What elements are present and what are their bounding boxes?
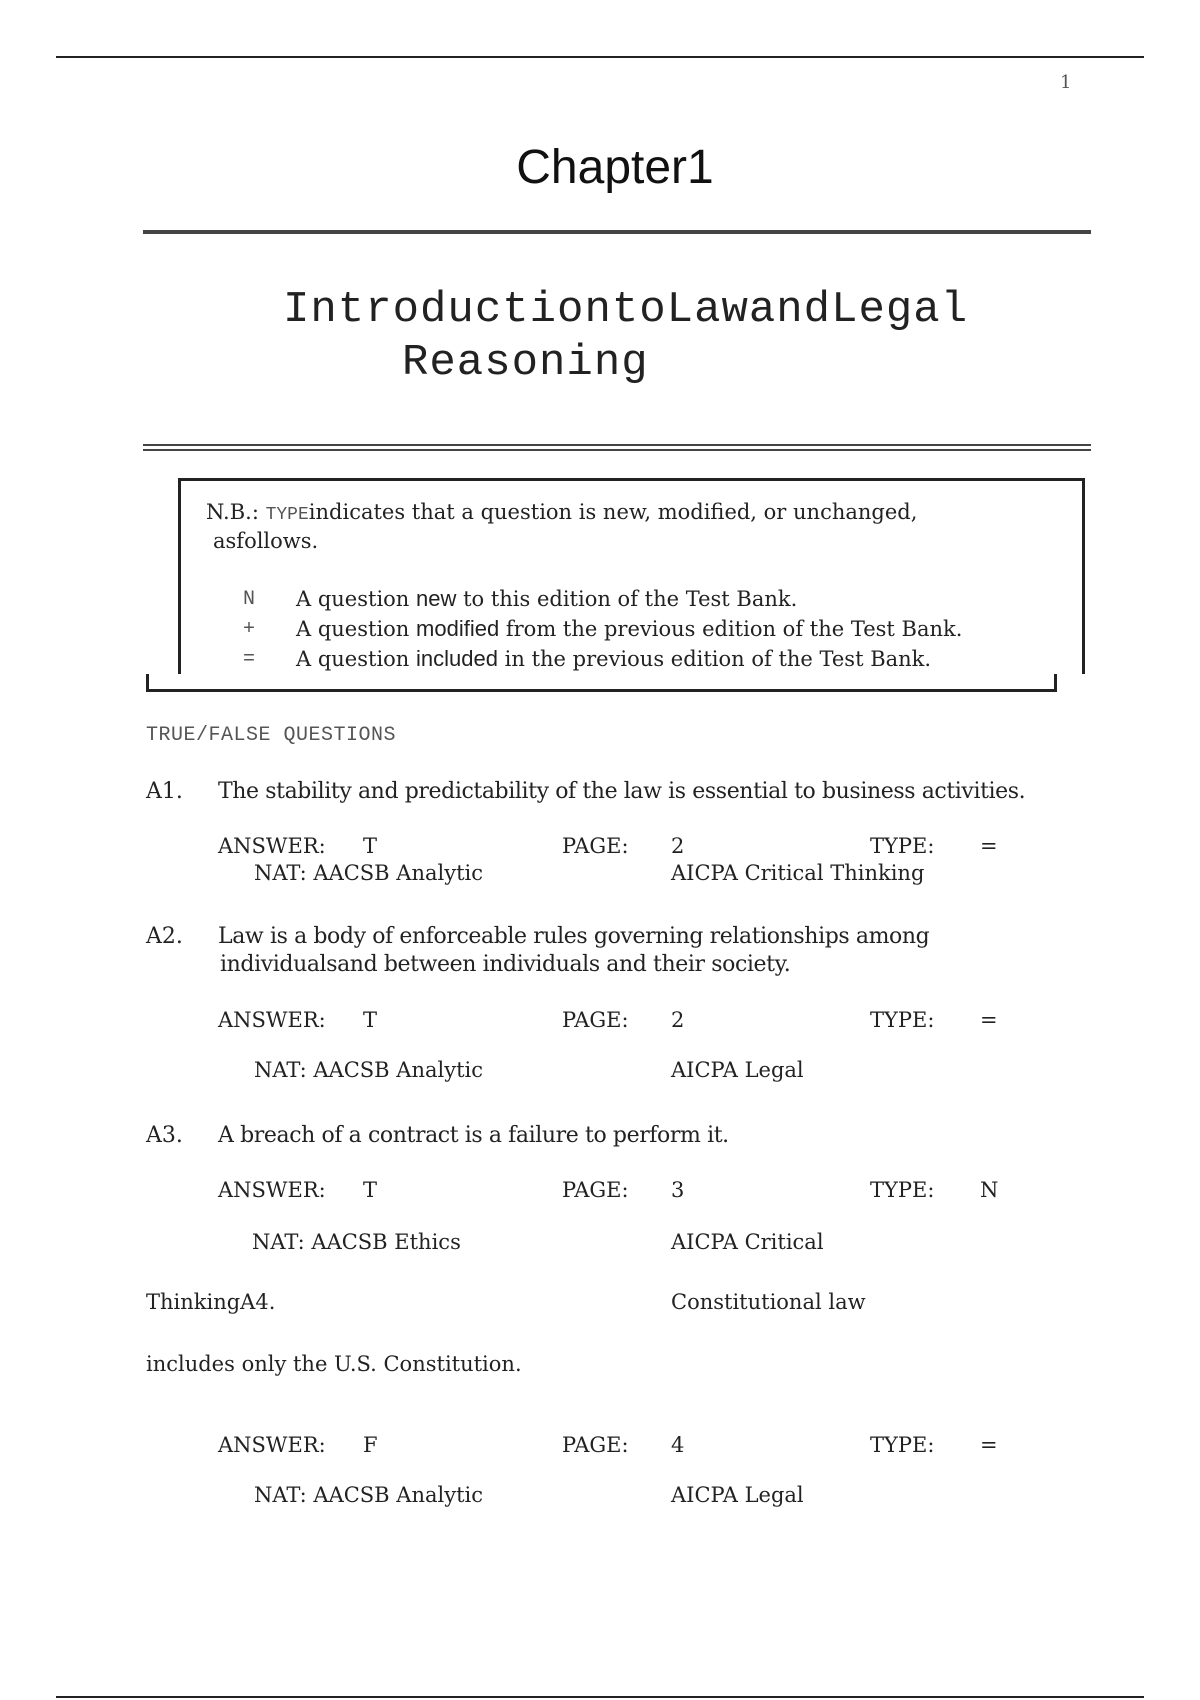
question-text: A breach of a contract is a failure to perform it. — [218, 1123, 729, 1148]
top-page-rule — [56, 56, 1144, 58]
page-number: 1 — [1060, 72, 1072, 93]
answer-value: T — [363, 1178, 378, 1202]
type-label: TYPE: — [870, 1433, 935, 1457]
legend-suffix: to this edition of the Test Bank. — [463, 587, 798, 611]
notice-box-right-border — [1082, 478, 1085, 674]
legend-keyword: included — [416, 646, 498, 671]
type-value: = — [980, 1008, 998, 1032]
answer-value: T — [363, 1008, 378, 1032]
legend-suffix: from the previous edition of the Test Bank. — [505, 617, 963, 641]
legend-symbol-modified: + — [243, 618, 256, 641]
aicpa-tag: AICPA Legal — [671, 1483, 804, 1507]
section-heading: TRUE/FALSE QUESTIONS — [146, 724, 397, 747]
aicpa-tag: AICPA Critical — [671, 1230, 824, 1254]
title-double-rule-bottom — [143, 449, 1091, 451]
nat-tag: NAT: AACSB Analytic — [254, 1483, 484, 1507]
wrapped-text-line2: includes only the U.S. Constitution. — [146, 1352, 522, 1376]
type-value: = — [980, 834, 998, 858]
aicpa-tag: AICPA Critical Thinking — [671, 861, 925, 885]
legend-item-new — [296, 586, 797, 612]
chapter-title-rule — [143, 230, 1091, 234]
bottom-page-rule — [56, 1696, 1144, 1698]
answer-value: T — [363, 834, 378, 858]
answer-label: ANSWER: — [218, 1433, 326, 1457]
notice-text-line1: indicates that a question is new, modified, or unchanged, — [308, 500, 918, 524]
question-text-line2: individualsand between individuals and their society. — [220, 952, 791, 977]
question-text-line1: Law is a body of enforceable rules governing relationships among — [218, 924, 930, 949]
notice-bracket-left — [146, 674, 149, 692]
notice-label: N.B.: — [206, 500, 259, 524]
notice-type-code: TYPE — [265, 505, 309, 525]
document-title-line2: Reasoning — [402, 338, 649, 388]
notice-line1 — [206, 500, 917, 525]
notice-box-top-border — [178, 478, 1085, 481]
answer-label: ANSWER: — [218, 834, 326, 858]
notice-box-left-border — [178, 478, 181, 674]
page-value: 3 — [671, 1178, 685, 1202]
legend-prefix: A question — [296, 587, 410, 611]
answer-value: F — [363, 1433, 378, 1457]
page-label: PAGE: — [562, 1178, 629, 1202]
answer-label: ANSWER: — [218, 1178, 326, 1202]
question-number: A1. — [146, 779, 183, 804]
notice-bracket-bottom — [146, 689, 1057, 692]
type-value: = — [980, 1433, 998, 1457]
nat-tag: NAT: AACSB Analytic — [254, 861, 484, 885]
question-number: A2. — [146, 924, 183, 949]
question-number: A3. — [146, 1123, 183, 1148]
wrapped-text-right: Constitutional law — [671, 1290, 866, 1314]
chapter-title: Chapter1 — [516, 141, 714, 194]
legend-prefix: A question — [296, 647, 410, 671]
notice-bracket-right — [1054, 674, 1057, 692]
legend-keyword: new — [416, 586, 457, 611]
page-value: 4 — [671, 1433, 685, 1457]
wrapped-text-left: ThinkingA4. — [146, 1290, 276, 1314]
legend-item-modified — [296, 616, 962, 642]
nat-tag: NAT: AACSB Ethics — [252, 1230, 461, 1254]
type-value: N — [980, 1178, 999, 1202]
notice-text-line2: asfollows. — [213, 529, 319, 553]
legend-item-included — [296, 646, 931, 672]
legend-suffix: in the previous edition of the Test Bank. — [504, 647, 932, 671]
legend-keyword: modified — [416, 616, 500, 641]
document-title-line1: IntroductiontoLawandLegal — [283, 285, 969, 335]
page-label: PAGE: — [562, 834, 629, 858]
answer-label: ANSWER: — [218, 1008, 326, 1032]
title-double-rule-top — [143, 444, 1091, 446]
page-label: PAGE: — [562, 1433, 629, 1457]
nat-tag: NAT: AACSB Analytic — [254, 1058, 484, 1082]
type-label: TYPE: — [870, 1178, 935, 1202]
page-value: 2 — [671, 834, 685, 858]
type-label: TYPE: — [870, 1008, 935, 1032]
type-label: TYPE: — [870, 834, 935, 858]
legend-symbol-included: = — [243, 648, 256, 671]
page-value: 2 — [671, 1008, 685, 1032]
legend-symbol-new: N — [243, 588, 256, 611]
page-label: PAGE: — [562, 1008, 629, 1032]
question-text: The stability and predictability of the law is essential to business activities. — [218, 779, 1026, 804]
legend-prefix: A question — [296, 617, 410, 641]
aicpa-tag: AICPA Legal — [671, 1058, 804, 1082]
